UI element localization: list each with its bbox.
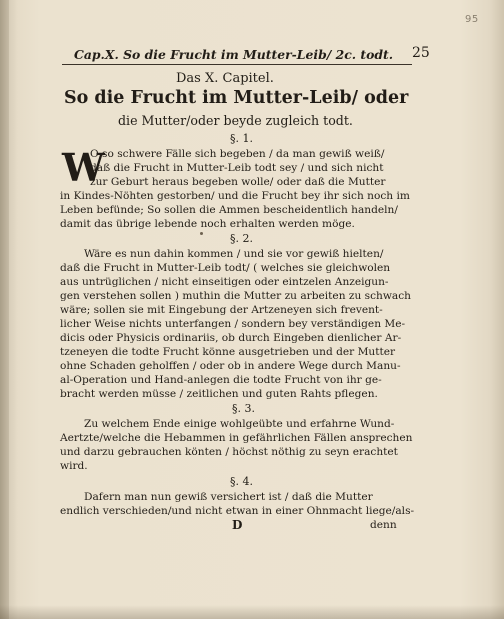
chapter-title-line-1: So die Frucht im Mutter-Leib/ oder xyxy=(64,88,409,108)
paragraph-line: daß die Frucht in Mutter-Leib todt sey / und sich nicht xyxy=(90,162,384,174)
paragraph-line: Leben befünde; So sollen die Ammen bescheidentlich handeln/ xyxy=(60,204,398,216)
catchword: denn xyxy=(370,519,397,531)
section-mark-1: §. 1. xyxy=(230,132,253,145)
paragraph-line: endlich verschieden/und nicht etwan in einer Ohnmacht liege/als- xyxy=(60,505,415,517)
paragraph-line: licher Weise nichts unterfangen / sondern bey verständigen Me- xyxy=(60,318,406,330)
drop-cap: W xyxy=(62,145,105,190)
ink-speck xyxy=(200,232,203,235)
paragraph-line: Dafern man nun gewiß versichert ist / daß die Mutter xyxy=(84,491,373,503)
page-number: 25 xyxy=(412,45,430,61)
paragraph-line: in Kindes-Nöhten gestorben/ und die Frucht bey ihr sich noch im xyxy=(60,190,410,202)
section-mark-2: §. 2. xyxy=(230,232,253,245)
signature-mark: D xyxy=(232,518,243,532)
paragraph-line: bracht werden müsse / zeitlichen und guten Rahts pflegen. xyxy=(60,388,378,400)
paragraph-line: tzeneyen die todte Frucht könne ausgetrieben und der Mutter xyxy=(60,346,396,358)
paragraph-line: wäre; sollen sie mit Eingebung der Artzeneyen sich frevent- xyxy=(60,304,383,316)
running-head: Cap.X. So die Frucht im Mutter-Leib/ 2c. todt. xyxy=(74,47,394,62)
paragraph-line: Aertzte/welche die Hebammen in gefährlichen Fällen ansprechen xyxy=(60,432,413,444)
chapter-label: Das X. Capitel. xyxy=(176,71,274,86)
paragraph-line: al-Operation und Hand-anlegen die todte Frucht von ihr ge- xyxy=(60,374,382,386)
paragraph-line: zur Geburt heraus begeben wolle/ oder daß die Mutter xyxy=(90,176,386,188)
paragraph-line: gen verstehen sollen ) muthin die Mutter zu arbeiten zu schwach xyxy=(60,290,411,302)
paragraph-line: aus untrüglichen / nicht einseitigen oder eintzelen Anzeigun- xyxy=(60,276,389,288)
paragraph-line: Zu welchem Ende einige wohlgeübte und erfahrne Wund- xyxy=(84,418,395,430)
paragraph-line: damit das übrige lebende noch erhalten werden möge. xyxy=(60,218,355,230)
chapter-title-line-2: die Mutter/oder beyde zugleich todt. xyxy=(118,113,353,128)
paragraph-line: dicis oder Physicis ordinariis, ob durch Eingeben dienlicher Ar- xyxy=(60,332,402,344)
page-bottom-shadow xyxy=(0,605,504,619)
paragraph-line: daß die Frucht in Mutter-Leib todt/ ( welches sie gleichwolen xyxy=(60,262,391,274)
paragraph-line: Wäre es nun dahin kommen / und sie vor gewiß hielten/ xyxy=(84,248,384,260)
pencil-folio-number: 95 xyxy=(465,14,479,25)
section-mark-3: §. 3. xyxy=(232,402,255,415)
paragraph-line: und darzu gebrauchen könten / höchst nöthig zu seyn erachtet xyxy=(60,446,398,458)
page-gutter-edge xyxy=(0,0,9,619)
paragraph-line: O so schwere Fälle sich begeben / da man gewiß weiß/ xyxy=(90,148,385,160)
running-head-rule xyxy=(62,64,412,65)
paragraph-line: wird. xyxy=(60,460,88,472)
section-mark-4: §. 4. xyxy=(230,475,253,488)
paragraph-line: ohne Schaden geholffen / oder ob in andere Wege durch Manu- xyxy=(60,360,401,372)
